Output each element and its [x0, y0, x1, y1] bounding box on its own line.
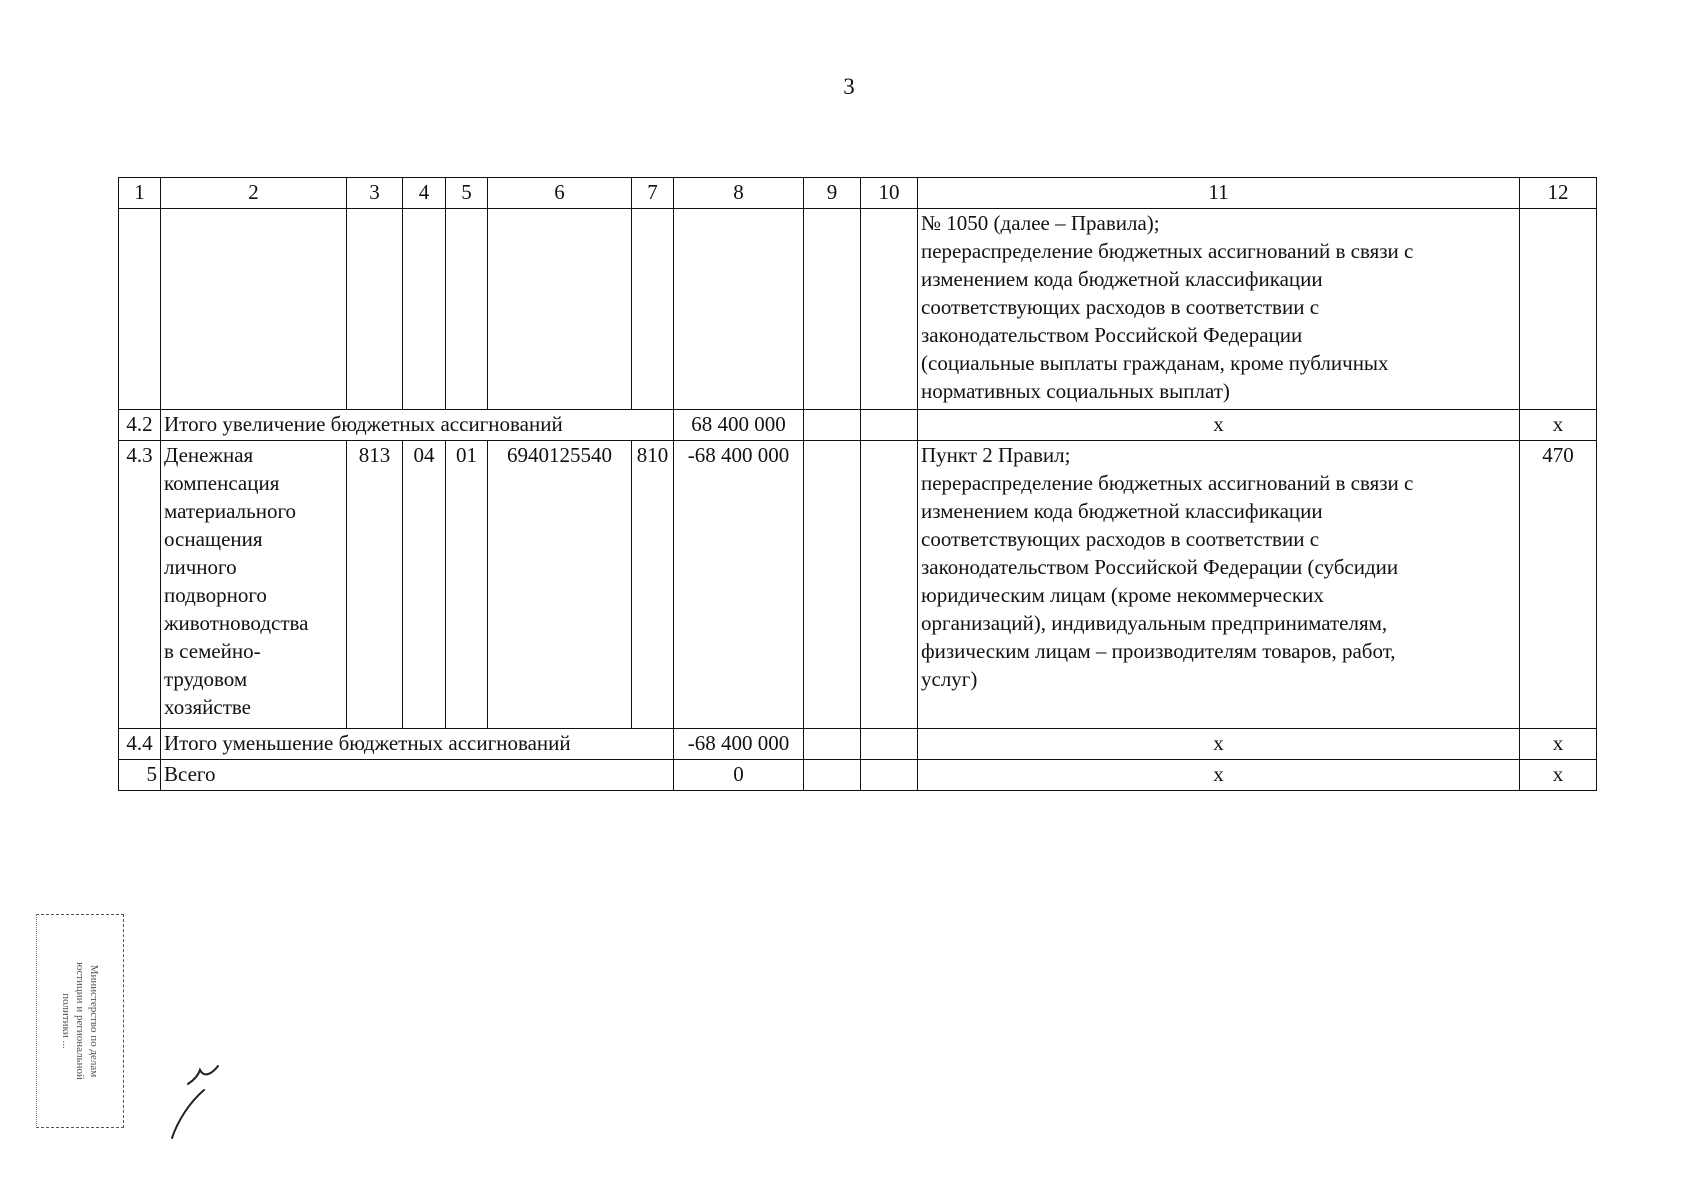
- expense-name-line: подворного: [164, 583, 267, 607]
- justification-line: законодательством Российской Федерации (субсидии: [921, 555, 1399, 579]
- page-number: 3: [843, 74, 855, 99]
- justification-cell: х: [918, 760, 1520, 791]
- code-cell: х: [1520, 410, 1597, 441]
- expense-name-line: оснащения: [164, 527, 263, 551]
- code-cell: х: [1520, 760, 1597, 791]
- justification-line: соответствующих расходов в соответствии с: [921, 527, 1320, 551]
- row-4-4: [119, 729, 1597, 760]
- justification-line: (социальные выплаты гражданам, кроме публичных: [921, 351, 1389, 375]
- ministry-code-cell: 813: [347, 441, 403, 729]
- subsection-code-cell: 01: [446, 441, 488, 729]
- header-cell: 11: [918, 178, 1520, 209]
- row-4-2: [119, 410, 1597, 441]
- empty-cell: [488, 209, 632, 410]
- empty-cell: [1520, 209, 1597, 410]
- code-cell: х: [1520, 729, 1597, 760]
- stamp-line: юстиции и региональной: [74, 962, 86, 1080]
- header-row: [119, 178, 1597, 209]
- empty-cell: [804, 729, 861, 760]
- row-4-3: [119, 441, 1597, 729]
- row-number: 5: [119, 760, 161, 791]
- justification-line: физическим лицам – производителям товаров, работ,: [921, 639, 1396, 663]
- empty-cell: [674, 209, 804, 410]
- header-cell: 5: [446, 178, 488, 209]
- empty-cell: [804, 760, 861, 791]
- justification-cell: х: [918, 410, 1520, 441]
- expense-name-line: животноводства: [164, 611, 309, 635]
- justification-cell: х: [918, 729, 1520, 760]
- expense-name-line: материального: [164, 499, 297, 523]
- stamp-line: политики ...: [60, 993, 72, 1049]
- justification-line: изменением кода бюджетной классификации: [921, 267, 1323, 291]
- expense-name-cell: [161, 441, 347, 729]
- header-cell: 6: [488, 178, 632, 209]
- header-cell: 9: [804, 178, 861, 209]
- justification-line: Пункт 2 Правил;: [921, 443, 1071, 467]
- header-cell: 1: [119, 178, 161, 209]
- ministry-stamp: [36, 914, 124, 1128]
- empty-cell: [403, 209, 446, 410]
- budget-allocation-table: [118, 177, 1597, 791]
- row-number: 4.2: [119, 410, 161, 441]
- row-label: Итого уменьшение бюджетных ассигнований: [161, 729, 674, 760]
- signature-mark: [160, 1060, 230, 1140]
- row-label: Итого увеличение бюджетных ассигнований: [161, 410, 674, 441]
- stamp-line: Министерство по делам: [88, 964, 100, 1078]
- empty-cell: [804, 410, 861, 441]
- empty-cell: [804, 209, 861, 410]
- header-cell: 10: [861, 178, 918, 209]
- amount-cell: -68 400 000: [674, 441, 804, 729]
- justification-line: соответствующих расходов в соответствии с: [921, 295, 1320, 319]
- header-cell: 7: [632, 178, 674, 209]
- empty-cell: [446, 209, 488, 410]
- expense-name-line: хозяйстве: [164, 695, 252, 719]
- empty-cell: [861, 760, 918, 791]
- empty-cell: [861, 729, 918, 760]
- expense-name-line: Денежная: [164, 443, 254, 467]
- empty-cell: [161, 209, 347, 410]
- expense-type-cell: 810: [632, 441, 674, 729]
- header-cell: 2: [161, 178, 347, 209]
- header-cell: 12: [1520, 178, 1597, 209]
- justification-line: перераспределение бюджетных ассигнований в связи с: [921, 239, 1414, 263]
- section-code-cell: 04: [403, 441, 446, 729]
- empty-cell: [861, 209, 918, 410]
- justification-line: перераспределение бюджетных ассигнований в связи с: [921, 471, 1414, 495]
- header-cell: 3: [347, 178, 403, 209]
- code-cell: 470: [1520, 441, 1597, 729]
- expense-name-line: в семейно-: [164, 639, 261, 663]
- justification-line: изменением кода бюджетной классификации: [921, 499, 1323, 523]
- amount-cell: 68 400 000: [674, 410, 804, 441]
- empty-cell: [861, 441, 918, 729]
- justification-cell: [918, 441, 1520, 729]
- empty-cell: [861, 410, 918, 441]
- justification-cell: [918, 209, 1520, 410]
- justification-line: нормативных социальных выплат): [921, 379, 1230, 403]
- justification-line: законодательством Российской Федерации: [921, 323, 1303, 347]
- row-5: [119, 760, 1597, 791]
- empty-cell: [347, 209, 403, 410]
- continuation-row: [119, 209, 1597, 410]
- row-number: 4.3: [119, 441, 161, 729]
- expense-name-line: личного: [164, 555, 237, 579]
- expense-name-line: компенсация: [164, 471, 280, 495]
- expense-name-line: трудовом: [164, 667, 248, 691]
- justification-line: № 1050 (далее – Правила);: [921, 211, 1160, 235]
- row-label: Всего: [161, 760, 674, 791]
- justification-line: услуг): [921, 667, 978, 691]
- amount-cell: 0: [674, 760, 804, 791]
- justification-line: организаций), индивидуальным предпринимателям,: [921, 611, 1388, 635]
- justification-line: юридическим лицам (кроме некоммерческих: [921, 583, 1324, 607]
- stamp-text: [59, 921, 101, 1121]
- header-cell: 4: [403, 178, 446, 209]
- empty-cell: [804, 441, 861, 729]
- header-cell: 8: [674, 178, 804, 209]
- amount-cell: -68 400 000: [674, 729, 804, 760]
- target-article-cell: 6940125540: [488, 441, 632, 729]
- empty-cell: [632, 209, 674, 410]
- empty-cell: [119, 209, 161, 410]
- row-number: 4.4: [119, 729, 161, 760]
